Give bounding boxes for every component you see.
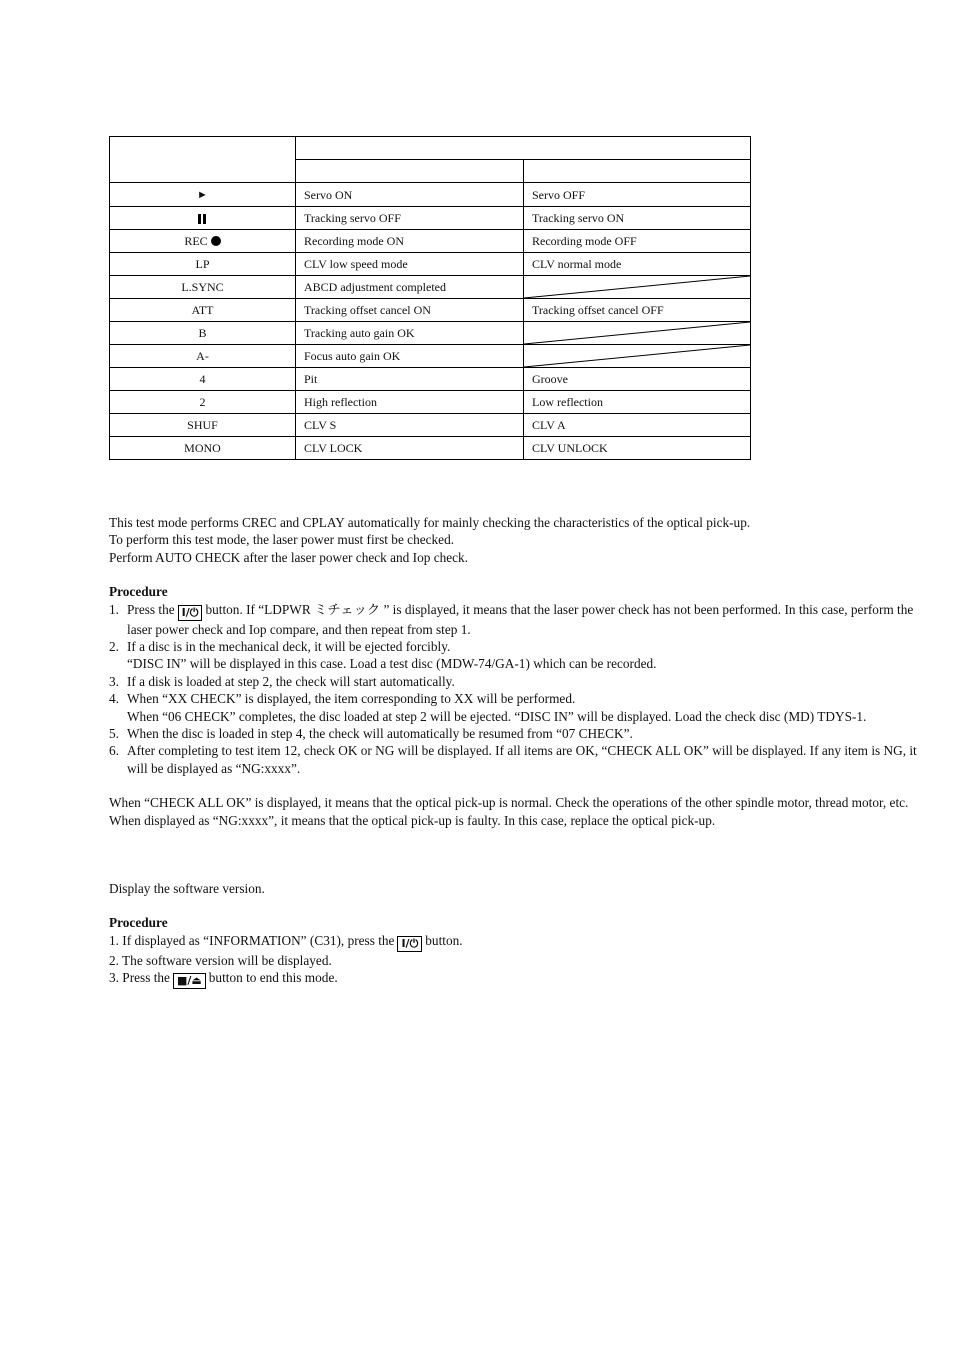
table-row xyxy=(110,322,751,345)
table-cell-item: A- xyxy=(110,345,296,368)
table-cell-item: 4 xyxy=(110,368,296,391)
table-row xyxy=(110,437,751,460)
auto-check-intro-line: Perform AUTO CHECK after the laser power check and Iop check. xyxy=(109,549,469,565)
table-cell-unlit: Tracking offset cancel OFF xyxy=(524,299,751,322)
table-cell-item xyxy=(110,230,296,253)
table-cell-item: LP xyxy=(110,253,296,276)
table-row xyxy=(110,230,751,253)
table-row xyxy=(110,368,751,391)
table-cell-lit: CLV S xyxy=(296,414,524,437)
step-number: 3. xyxy=(109,673,119,689)
header-cell-item xyxy=(110,137,296,183)
procedure-title: Procedure xyxy=(109,584,168,600)
step-number: 6. xyxy=(109,743,119,759)
table-cell-unlit: Servo OFF xyxy=(524,183,751,207)
step-number: 5. xyxy=(109,726,119,742)
table-cell-lit: Tracking offset cancel ON xyxy=(296,299,524,322)
table-row xyxy=(110,299,751,322)
table-cell-item: SHUF xyxy=(110,414,296,437)
step-text: 1. If displayed as “INFORMATION” (C31), press the xyxy=(109,932,395,948)
auto-check-intro-line: To perform this test mode, the laser power must first be checked. xyxy=(109,532,455,548)
diagonal-slash xyxy=(524,276,750,298)
table-cell-unlit: CLV UNLOCK xyxy=(524,437,751,460)
table-cell-item: MONO xyxy=(110,437,296,460)
table-cell-lit: Focus auto gain OK xyxy=(296,345,524,368)
table-cell-unlit: Groove xyxy=(524,368,751,391)
information-intro: Display the software version. xyxy=(109,881,265,896)
table-row xyxy=(110,391,751,414)
step-item xyxy=(109,601,919,638)
table-cell-item xyxy=(110,207,296,230)
stop-eject-button-icon: ■/⏏ xyxy=(173,973,206,989)
table-cell-unlit: CLV normal mode xyxy=(524,253,751,276)
play-icon: ► xyxy=(197,189,208,201)
procedure-title: Procedure xyxy=(109,915,168,931)
table-cell-unlit-empty xyxy=(524,322,751,345)
display-indicator-table xyxy=(109,136,751,460)
table-cell-lit: CLV low speed mode xyxy=(296,253,524,276)
table-cell-lit: Pit xyxy=(296,368,524,391)
step-text: When the disc is loaded in step 4, the check will automatically be resumed from “07 CHECK”. xyxy=(127,726,633,742)
table-cell-lit: CLV LOCK xyxy=(296,437,524,460)
info-step: 2. The software version will be displayed. xyxy=(109,952,332,968)
step-item xyxy=(109,638,919,673)
header-cell-content xyxy=(296,137,751,160)
table-row xyxy=(110,276,751,299)
auto-check-section xyxy=(109,514,919,829)
step-text: “DISC IN” will be displayed in this case. Load a test disc (MDW-74/GA-1) which can be recorded. xyxy=(127,656,657,672)
table-cell-lit: ABCD adjustment completed xyxy=(296,276,524,299)
auto-check-intro-line: This test mode performs CREC and CPLAY automatically for mainly checking the characteristics of the optical pick-up. xyxy=(109,515,751,530)
info-step xyxy=(109,932,919,952)
step-text: button. xyxy=(425,932,463,948)
table-cell-item xyxy=(110,183,296,207)
step-item xyxy=(109,742,919,777)
table-cell-unlit: CLV A xyxy=(524,414,751,437)
result-paragraph: When “CHECK ALL OK” is displayed, it means that the optical pick-up is normal. Check the operations of the other spindle motor, thread motor, etc. xyxy=(109,795,909,811)
step-number: 2. xyxy=(109,639,119,655)
step-number: 4. xyxy=(109,691,119,707)
table-row xyxy=(110,414,751,437)
table-cell-lit: Tracking auto gain OK xyxy=(296,322,524,345)
header-cell-lit xyxy=(296,160,524,183)
table-row xyxy=(110,253,751,276)
table-cell-item: L.SYNC xyxy=(110,276,296,299)
step-text: button. If “LDPWR ミチェック ” is displayed, it means that the laser power check has not been performed. In this case, perform the laser power check and Iop compare, and then repeat from step 1. xyxy=(127,601,914,637)
step-text: 3. Press the xyxy=(109,970,170,986)
rec-label: REC xyxy=(184,234,208,248)
table-cell-unlit: Recording mode OFF xyxy=(524,230,751,253)
power-button-icon: I/⏻ xyxy=(178,605,203,621)
table-row xyxy=(110,345,751,368)
step-item xyxy=(109,690,919,725)
step-text: button to end this mode. xyxy=(208,970,338,986)
info-step xyxy=(109,969,919,989)
auto-check-steps xyxy=(109,601,919,778)
table-cell-lit: Servo ON xyxy=(296,183,524,207)
table-cell-unlit-empty xyxy=(524,276,751,299)
table-cell-unlit: Low reflection xyxy=(524,391,751,414)
step-text: After completing to test item 12, check OK or NG will be displayed. If all items are OK, “CHECK ALL OK” will be displayed. If any item is NG, it will be displayed as “NG:xxxx”. xyxy=(127,743,917,776)
result-paragraph: When displayed as “NG:xxxx”, it means that the optical pick-up is faulty. In this case, replace the optical pick-up. xyxy=(109,812,716,828)
table-cell-unlit: Tracking servo ON xyxy=(524,207,751,230)
table-cell-item: 2 xyxy=(110,391,296,414)
diagonal-slash xyxy=(524,322,750,344)
step-item xyxy=(109,673,919,690)
information-section xyxy=(109,880,919,989)
pause-icon xyxy=(198,214,207,224)
table-cell-lit: Recording mode ON xyxy=(296,230,524,253)
diagonal-slash xyxy=(524,345,750,367)
table-cell-item: ATT xyxy=(110,299,296,322)
table-cell-lit: High reflection xyxy=(296,391,524,414)
step-text: If a disk is loaded at step 2, the check will start automatically. xyxy=(127,673,455,689)
step-text: If a disc is in the mechanical deck, it will be ejected forcibly. xyxy=(127,639,451,655)
table-cell-item: B xyxy=(110,322,296,345)
table-cell-lit: Tracking servo OFF xyxy=(296,207,524,230)
table-row xyxy=(110,183,751,207)
power-button-icon: I/⏻ xyxy=(397,936,422,952)
step-item xyxy=(109,725,919,742)
record-dot-icon xyxy=(211,236,221,246)
table-row xyxy=(110,207,751,230)
step-text: When “06 CHECK” completes, the disc loaded at step 2 will be ejected. “DISC IN” will be displayed. Load the check disc (MD) TDYS-1. xyxy=(127,708,867,724)
step-text: Press the xyxy=(127,601,175,617)
header-cell-unlit xyxy=(524,160,751,183)
step-number: 1. xyxy=(109,601,119,617)
table-header-row xyxy=(110,137,751,160)
step-text: When “XX CHECK” is displayed, the item corresponding to XX will be performed. xyxy=(127,691,576,707)
table-cell-unlit-empty xyxy=(524,345,751,368)
